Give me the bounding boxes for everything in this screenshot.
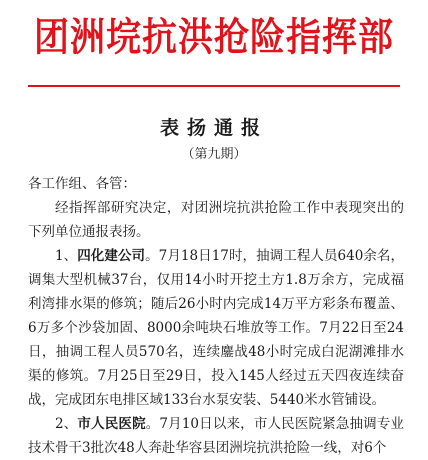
issuing-authority-header: 团洲垸抗洪抢险指挥部 — [33, 15, 394, 61]
red-divider-line — [28, 85, 400, 87]
document-body — [28, 172, 404, 460]
commendation-item-2 — [28, 412, 404, 460]
item-text: 。7月18日17时，抽调工程人员640余名，调集大型机械37台，仅用14小时开挖土方1.8万余方，完成福利湾排水渠的修筑；随后26小时内完成14万平方彩条布覆盖、6万多个沙袋加固、8000余吨块石堆放等工作。7月22日至24日，抽调工程人员570名，连续鏖战48小时完成白泥湖滩排水渠的修筑。7月25日至29日，投入145人经过五天四夜连续奋战，完成团东电排区域133台水泵安装、5440米水管铺设。 — [28, 248, 405, 408]
issue-number: （第九期） — [181, 147, 247, 162]
document-title: 表扬通报 — [159, 117, 268, 139]
commendation-item-1 — [28, 244, 404, 412]
salutation: 各工作组、各管： — [28, 176, 136, 192]
item-number: 2、 — [55, 416, 78, 432]
item-number: 1、 — [55, 248, 78, 264]
commended-unit: 四化建公司 — [77, 248, 146, 264]
item-text: 。7月10日以来，市人民医院紧急抽调专业技术骨干3批次48人奔赴华容县团洲垸抗洪抢险一线，对6个 — [28, 416, 404, 456]
commended-unit: 市人民医院 — [77, 416, 146, 432]
intro-paragraph: 经指挥部研究决定，对团洲垸抗洪抢险工作中表现突出的下列单位通报表扬。 — [28, 200, 404, 240]
